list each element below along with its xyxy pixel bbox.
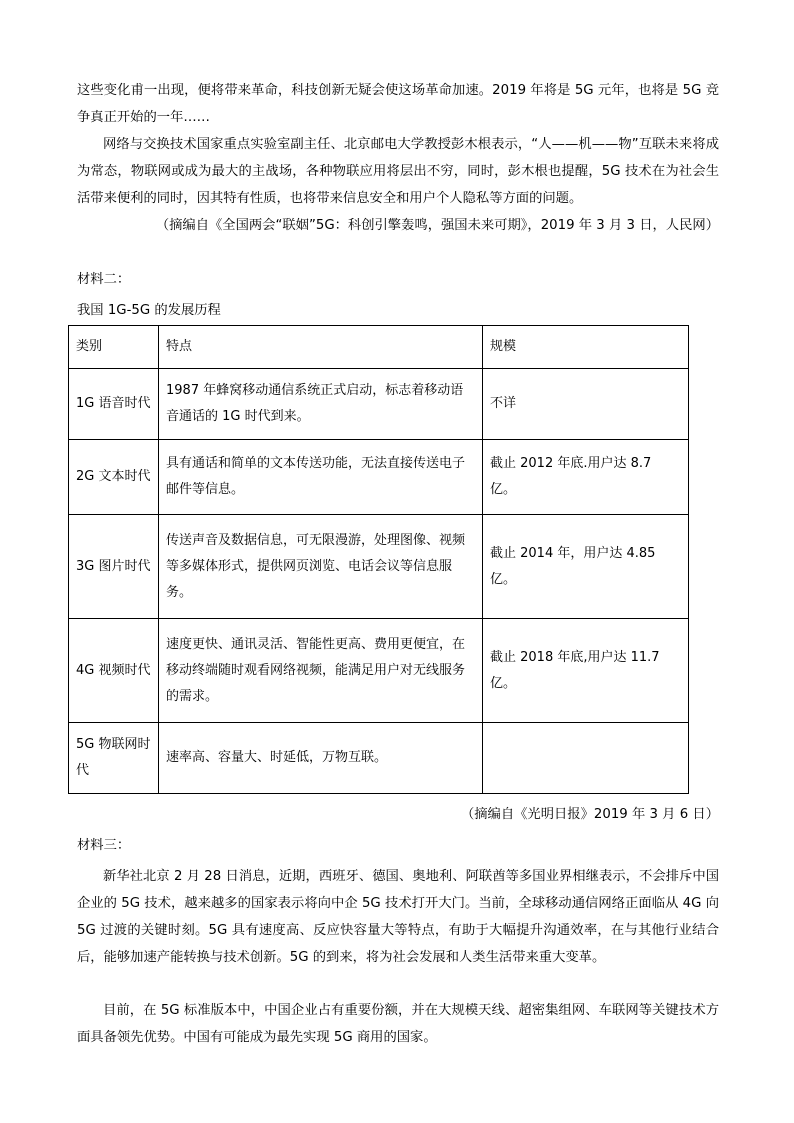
cell-scale: 不详 <box>483 369 689 440</box>
table-row <box>69 515 689 619</box>
cell-feature: 具有通话和简单的文本传送功能，无法直接传送电子邮件等信息。 <box>159 440 483 515</box>
cell-category: 2G 文本时代 <box>69 440 159 515</box>
material-two-label: 材料二： <box>77 272 131 287</box>
cell-category: 3G 图片时代 <box>69 515 159 619</box>
table-header-row <box>69 326 689 369</box>
development-history-table <box>68 325 689 794</box>
cell-category: 4G 视频时代 <box>69 619 159 723</box>
material-three-label: 材料三： <box>77 838 131 853</box>
cell-scale: 截止 2014 年，用户达 4.85 亿。 <box>483 515 689 619</box>
cell-feature: 速度更快、通讯灵活、智能性更高、费用更便宜，在移动终端随时观看网络视频，能满足用户对无线服务的需求。 <box>159 619 483 723</box>
header-category: 类别 <box>69 326 159 369</box>
cell-scale: 截止 2012 年底.用户达 8.7 亿。 <box>483 440 689 515</box>
cell-feature: 1987 年蜂窝移动通信系统正式启动，标志着移动语音通话的 1G 时代到来。 <box>159 369 483 440</box>
paragraph-china-advantage: 目前，在 5G 标准版本中，中国企业占有重要份额，并在大规模天线、超密集组网、车联网等关键技术方面具备领先优势。中国有可能成为最先实现 5G 商用的国家。 <box>77 1003 719 1045</box>
header-feature: 特点 <box>159 326 483 369</box>
cell-scale: 截止 2018 年底,用户达 11.7 亿。 <box>483 619 689 723</box>
paragraph-intro: 这些变化甫一出现，便将带来革命，科技创新无疑会使这场革命加速。2019 年将是 5G 元年，也将是 5G 竞争真正开始的一年…… <box>77 83 719 125</box>
paragraph-xinhua-news: 新华社北京 2 月 28 日消息，近期，西班牙、德国、奥地利、阿联酋等多国业界相继表示，不会排斥中国企业的 5G 技术，越来越多的国家表示将向中企 5G 技术打开大门。当前，全球移动通信网络正面临从 4G 向 5G 过渡的关键时刻。5G 具有速度高、反应快容量大等特点，有助于大幅提升沟通效率，在与其他行业结合后，能够加速产能转换与技术创新。5G 的到来，将为社会发展和人类生活带来重大变革。 <box>77 869 719 965</box>
cell-scale <box>483 723 689 794</box>
table-row <box>69 440 689 515</box>
table-row <box>69 619 689 723</box>
table-caption: 我国 1G-5G 的发展历程 <box>77 303 221 318</box>
cell-category: 5G 物联网时代 <box>69 723 159 794</box>
table-row <box>69 369 689 440</box>
table-row <box>69 723 689 794</box>
paragraph-expert-quote: 网络与交换技术国家重点实验室副主任、北京邮电大学教授彭木根表示，“人——机——物”互联未来将成为常态，物联网或成为最大的主战场，各种物联应用将层出不穷，同时，彭木根也提醒，5G 技术在为社会生活带来便利的同时，因其特有性质，也将带来信息安全和用户个人隐私等方面的问题。 <box>77 137 719 206</box>
cell-feature: 速率高、容量大、时延低，万物互联。 <box>159 723 483 794</box>
cell-category: 1G 语音时代 <box>69 369 159 440</box>
cell-feature: 传送声音及数据信息，可无限漫游，处理图像、视频等多媒体形式，提供网页浏览、电话会议等信息服务。 <box>159 515 483 619</box>
source-citation-1: （摘编自《全国两会“联姻”5G：科创引擎轰鸣，强国未来可期》，2019 年 3 月 3 日，人民网） <box>155 218 719 233</box>
source-citation-2: （摘编自《光明日报》2019 年 3 月 6 日） <box>460 807 719 822</box>
header-scale: 规模 <box>483 326 689 369</box>
